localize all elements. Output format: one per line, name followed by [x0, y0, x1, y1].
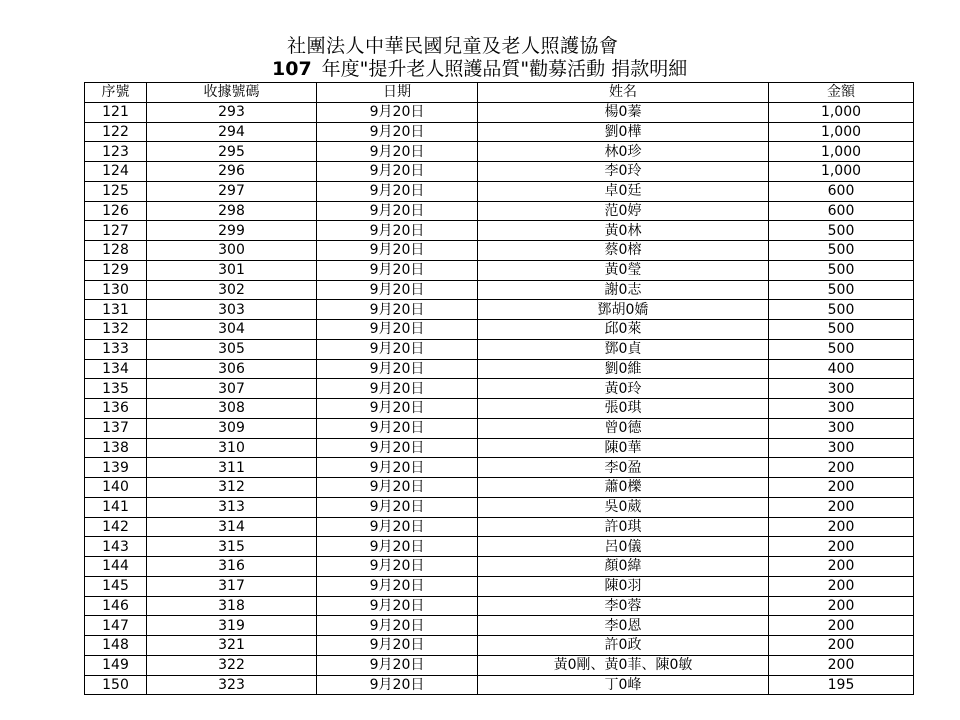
table-row [85, 557, 914, 577]
date-cell: 9月20日 [317, 616, 478, 636]
table-row [85, 458, 914, 478]
column-header-amount: 金額 [769, 83, 914, 103]
amount-cell: 200 [769, 616, 914, 636]
date-cell: 9月20日 [317, 339, 478, 359]
donor-name-cell: 黃0林 [478, 221, 769, 241]
date-cell: 9月20日 [317, 517, 478, 537]
date-cell: 9月20日 [317, 537, 478, 557]
date-cell: 9月20日 [317, 458, 478, 478]
amount-cell: 200 [769, 537, 914, 557]
serial-cell: 130 [85, 280, 147, 300]
donor-name-cell: 李0恩 [478, 616, 769, 636]
serial-cell: 139 [85, 458, 147, 478]
donor-name-cell: 陳0華 [478, 438, 769, 458]
donor-name-cell: 黃0剛、黃0菲、陳0敏 [478, 655, 769, 675]
receipt-number-cell: 312 [147, 478, 317, 498]
date-cell: 9月20日 [317, 260, 478, 280]
serial-cell: 144 [85, 557, 147, 577]
amount-cell: 300 [769, 438, 914, 458]
receipt-number-cell: 323 [147, 675, 317, 695]
date-cell: 9月20日 [317, 300, 478, 320]
amount-cell: 400 [769, 359, 914, 379]
table-row [85, 320, 914, 340]
table-row [85, 300, 914, 320]
amount-cell: 200 [769, 517, 914, 537]
table-row [85, 596, 914, 616]
table-row [85, 675, 914, 695]
serial-cell: 132 [85, 320, 147, 340]
serial-cell: 147 [85, 616, 147, 636]
date-cell: 9月20日 [317, 596, 478, 616]
serial-cell: 137 [85, 418, 147, 438]
table-row [85, 162, 914, 182]
date-cell: 9月20日 [317, 438, 478, 458]
serial-cell: 123 [85, 142, 147, 162]
date-cell: 9月20日 [317, 557, 478, 577]
report-year: 107 [272, 58, 312, 80]
donor-name-cell: 鄧0貞 [478, 339, 769, 359]
amount-cell: 500 [769, 260, 914, 280]
amount-cell: 200 [769, 655, 914, 675]
table-row [85, 122, 914, 142]
donor-name-cell: 邱0萊 [478, 320, 769, 340]
organization-title: 社團法人中華民國兒童及老人照護協會 [287, 35, 619, 57]
date-cell: 9月20日 [317, 399, 478, 419]
donor-name-cell: 顏0緯 [478, 557, 769, 577]
serial-cell: 149 [85, 655, 147, 675]
table-row [85, 399, 914, 419]
receipt-number-cell: 316 [147, 557, 317, 577]
donor-name-cell: 蕭0櫟 [478, 478, 769, 498]
receipt-number-cell: 321 [147, 636, 317, 656]
amount-cell: 500 [769, 280, 914, 300]
date-cell: 9月20日 [317, 201, 478, 221]
amount-cell: 200 [769, 458, 914, 478]
serial-cell: 136 [85, 399, 147, 419]
donor-name-cell: 黃0玲 [478, 379, 769, 399]
date-cell: 9月20日 [317, 102, 478, 122]
column-header-serial: 序號 [85, 83, 147, 103]
table-row [85, 478, 914, 498]
receipt-number-cell: 296 [147, 162, 317, 182]
date-cell: 9月20日 [317, 418, 478, 438]
amount-cell: 1,000 [769, 142, 914, 162]
table-row [85, 537, 914, 557]
date-cell: 9月20日 [317, 241, 478, 261]
donor-name-cell: 許0政 [478, 636, 769, 656]
donor-name-cell: 楊0蓁 [478, 102, 769, 122]
date-cell: 9月20日 [317, 576, 478, 596]
serial-cell: 140 [85, 478, 147, 498]
receipt-number-cell: 307 [147, 379, 317, 399]
receipt-number-cell: 302 [147, 280, 317, 300]
receipt-number-cell: 315 [147, 537, 317, 557]
amount-cell: 1,000 [769, 102, 914, 122]
donor-name-cell: 李0盈 [478, 458, 769, 478]
date-cell: 9月20日 [317, 478, 478, 498]
serial-cell: 135 [85, 379, 147, 399]
receipt-number-cell: 309 [147, 418, 317, 438]
receipt-number-cell: 305 [147, 339, 317, 359]
amount-cell: 500 [769, 241, 914, 261]
serial-cell: 134 [85, 359, 147, 379]
table-row [85, 142, 914, 162]
amount-cell: 500 [769, 339, 914, 359]
serial-cell: 128 [85, 241, 147, 261]
table-row [85, 181, 914, 201]
date-cell: 9月20日 [317, 359, 478, 379]
donor-name-cell: 丁0峰 [478, 675, 769, 695]
table-row [85, 655, 914, 675]
date-cell: 9月20日 [317, 655, 478, 675]
table-header-row [85, 83, 914, 103]
amount-cell: 200 [769, 576, 914, 596]
donor-name-cell: 許0琪 [478, 517, 769, 537]
amount-cell: 500 [769, 320, 914, 340]
donor-name-cell: 卓0廷 [478, 181, 769, 201]
receipt-number-cell: 314 [147, 517, 317, 537]
donor-name-cell: 陳0羽 [478, 576, 769, 596]
table-row [85, 636, 914, 656]
serial-cell: 146 [85, 596, 147, 616]
amount-cell: 1,000 [769, 122, 914, 142]
donor-name-cell: 李0蓉 [478, 596, 769, 616]
receipt-number-cell: 319 [147, 616, 317, 636]
date-cell: 9月20日 [317, 379, 478, 399]
receipt-number-cell: 297 [147, 181, 317, 201]
column-header-date: 日期 [317, 83, 478, 103]
donor-name-cell: 范0婷 [478, 201, 769, 221]
report-title [272, 57, 687, 81]
serial-cell: 131 [85, 300, 147, 320]
serial-cell: 122 [85, 122, 147, 142]
receipt-number-cell: 293 [147, 102, 317, 122]
date-cell: 9月20日 [317, 280, 478, 300]
serial-cell: 133 [85, 339, 147, 359]
serial-cell: 148 [85, 636, 147, 656]
table-row [85, 280, 914, 300]
receipt-number-cell: 301 [147, 260, 317, 280]
receipt-number-cell: 295 [147, 142, 317, 162]
amount-cell: 300 [769, 379, 914, 399]
date-cell: 9月20日 [317, 221, 478, 241]
receipt-number-cell: 299 [147, 221, 317, 241]
receipt-number-cell: 294 [147, 122, 317, 142]
receipt-number-cell: 308 [147, 399, 317, 419]
donor-name-cell: 黃0瑩 [478, 260, 769, 280]
serial-cell: 121 [85, 102, 147, 122]
table-row [85, 221, 914, 241]
amount-cell: 200 [769, 497, 914, 517]
donation-table [84, 82, 914, 695]
date-cell: 9月20日 [317, 162, 478, 182]
serial-cell: 126 [85, 201, 147, 221]
serial-cell: 129 [85, 260, 147, 280]
column-header-receipt: 收據號碼 [147, 83, 317, 103]
serial-cell: 145 [85, 576, 147, 596]
receipt-number-cell: 306 [147, 359, 317, 379]
serial-cell: 141 [85, 497, 147, 517]
table-row [85, 260, 914, 280]
amount-cell: 200 [769, 596, 914, 616]
date-cell: 9月20日 [317, 636, 478, 656]
serial-cell: 143 [85, 537, 147, 557]
donor-name-cell: 蔡0榕 [478, 241, 769, 261]
date-cell: 9月20日 [317, 675, 478, 695]
serial-cell: 125 [85, 181, 147, 201]
donor-name-cell: 謝0志 [478, 280, 769, 300]
donor-name-cell: 劉0樺 [478, 122, 769, 142]
column-header-name: 姓名 [478, 83, 769, 103]
table-row [85, 241, 914, 261]
receipt-number-cell: 300 [147, 241, 317, 261]
date-cell: 9月20日 [317, 181, 478, 201]
amount-cell: 1,000 [769, 162, 914, 182]
table-row [85, 418, 914, 438]
receipt-number-cell: 318 [147, 596, 317, 616]
table-row [85, 339, 914, 359]
table-row [85, 497, 914, 517]
amount-cell: 195 [769, 675, 914, 695]
donor-name-cell: 李0玲 [478, 162, 769, 182]
donor-name-cell: 鄧胡0嬌 [478, 300, 769, 320]
donor-name-cell: 呂0儀 [478, 537, 769, 557]
amount-cell: 500 [769, 300, 914, 320]
receipt-number-cell: 317 [147, 576, 317, 596]
receipt-number-cell: 322 [147, 655, 317, 675]
receipt-number-cell: 303 [147, 300, 317, 320]
serial-cell: 127 [85, 221, 147, 241]
amount-cell: 300 [769, 399, 914, 419]
amount-cell: 300 [769, 418, 914, 438]
amount-cell: 200 [769, 557, 914, 577]
date-cell: 9月20日 [317, 320, 478, 340]
table-row [85, 576, 914, 596]
table-row [85, 102, 914, 122]
serial-cell: 150 [85, 675, 147, 695]
serial-cell: 142 [85, 517, 147, 537]
donor-name-cell: 林0珍 [478, 142, 769, 162]
donor-name-cell: 曾0德 [478, 418, 769, 438]
table-row [85, 359, 914, 379]
table-row [85, 438, 914, 458]
table-body [85, 102, 914, 695]
receipt-number-cell: 304 [147, 320, 317, 340]
donor-name-cell: 張0琪 [478, 399, 769, 419]
amount-cell: 200 [769, 636, 914, 656]
amount-cell: 600 [769, 181, 914, 201]
date-cell: 9月20日 [317, 142, 478, 162]
date-cell: 9月20日 [317, 122, 478, 142]
table-row [85, 616, 914, 636]
report-subtitle: 年度"提升老人照護品質"勸募活動 捐款明細 [321, 58, 688, 80]
date-cell: 9月20日 [317, 497, 478, 517]
serial-cell: 124 [85, 162, 147, 182]
table-row [85, 201, 914, 221]
amount-cell: 500 [769, 221, 914, 241]
receipt-number-cell: 313 [147, 497, 317, 517]
donor-name-cell: 劉0維 [478, 359, 769, 379]
table-row [85, 517, 914, 537]
receipt-number-cell: 310 [147, 438, 317, 458]
donor-name-cell: 吳0葳 [478, 497, 769, 517]
serial-cell: 138 [85, 438, 147, 458]
table-row [85, 379, 914, 399]
amount-cell: 600 [769, 201, 914, 221]
amount-cell: 200 [769, 478, 914, 498]
receipt-number-cell: 298 [147, 201, 317, 221]
receipt-number-cell: 311 [147, 458, 317, 478]
